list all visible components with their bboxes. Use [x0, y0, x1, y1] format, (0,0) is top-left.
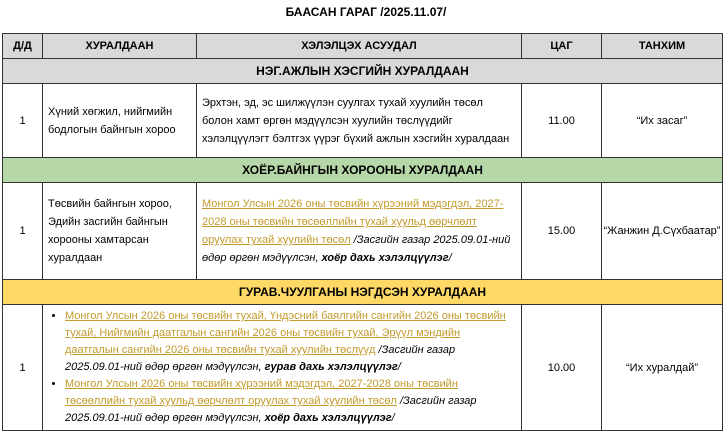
issue-note: /Засгийн газар 2025.09.01-ний өдөр өргөн мэдүүлсэн,: [65, 344, 456, 373]
table-header-row: [3, 34, 723, 59]
issue-note: /Засгийн газар 2025.09.01-ний өдөр өргөн мэдүүлсэн,: [202, 234, 511, 264]
row-meeting: Төсвийн байнгын хороо, Эдийн засгийн байнгын хорооны хамтарсан хуралдаан: [43, 183, 197, 280]
issue-link[interactable]: Монгол Улсын 2026 оны төсвийн хүрээний мэдэгдэл, 2027-2028 оны төсвийн төсөөллийн тухай хуульд өөрчлөлт оруулах тухай хуулийн төсөл: [65, 378, 458, 407]
row-time: 15.00: [522, 183, 602, 280]
issue-note-end: /: [448, 252, 452, 264]
issue-note: /Засгийн газар 2025.09.01-ний өдөр өргөн мэдүүлсэн,: [65, 395, 477, 424]
row-number: 1: [3, 305, 43, 431]
issue-link[interactable]: Монгол Улсын 2026 оны төсвийн тухай, Үндэсний баялгийн сангийн 2026 оны төсвийн тухай, Нийгмийн даатгалын сангийн 2026 оны төсвийн тухай, Эрүүл мэндийн даатгалын сангийн 2026 оны төсвийн тухай хуулийн төслүүд: [65, 310, 506, 356]
row-room: “Жанжин Д.Сүхбаатар”: [602, 183, 723, 280]
section-title: НЭГ.АЖЛЫН ХЭСГИЙН ХУРАЛДААН: [3, 59, 723, 84]
section-heading-working-group: [3, 59, 723, 84]
issue-note-end: /: [391, 412, 395, 424]
row-room: “Их хуралдай”: [602, 305, 723, 431]
table-row: [3, 84, 723, 158]
section-heading-standing-committee: [3, 158, 723, 183]
section-heading-plenary-session: [3, 280, 723, 305]
row-room: “Их засаг”: [602, 84, 723, 158]
header-room: ТАНХИМ: [602, 34, 723, 59]
table-row: [3, 305, 723, 431]
header-number: Д/Д: [3, 34, 43, 59]
issue-reading: гурав дахь хэлэлцүүлэг: [264, 361, 398, 373]
issue-reading: хоёр дахь хэлэлцүүлэг: [264, 412, 392, 424]
page-title: БААСАН ГАРАГ /2025.11.07/: [285, 5, 447, 19]
issue-note-end: /: [397, 361, 401, 373]
row-number: 1: [3, 183, 43, 280]
issue-reading: хоёр дахь хэлэлцүүлэг: [321, 252, 449, 264]
row-issue: [197, 183, 522, 280]
issue-list: [48, 308, 516, 427]
row-meeting: Хүний хөгжил, нийгмийн бодлогын байнгын хороо: [43, 84, 197, 158]
row-time: 10.00: [522, 305, 602, 431]
table-row: [3, 183, 723, 280]
header-issue: ХЭЛЭЛЦЭХ АСУУДАЛ: [197, 34, 522, 59]
row-issue-list: [43, 305, 522, 431]
row-issue: Эрхтэн, эд, эс шилжүүлэн суулгах тухай хуулийн төсөл болон хамт өргөн мэдүүлсэн хуулийн төслүүдийг хэлэлцүүлэгт бэлтгэх үүрэг бүхий ажлын хэсгийн хуралдаан: [197, 84, 522, 158]
section-title: ХОЁР.БАЙНГЫН ХОРООНЫ ХУРАЛДААН: [3, 158, 723, 183]
list-item: [65, 308, 516, 376]
row-number: 1: [3, 84, 43, 158]
row-time: 11.00: [522, 84, 602, 158]
header-meeting: ХУРАЛДААН: [43, 34, 197, 59]
header-time: ЦАГ: [522, 34, 602, 59]
section-title: ГУРАВ.ЧУУЛГАНЫ НЭГДСЭН ХУРАЛДААН: [3, 280, 723, 305]
schedule-table: [2, 33, 723, 431]
issue-link[interactable]: Монгол Улсын 2026 оны төсвийн хүрээний мэдэгдэл, 2027-2028 оны төсвийн төсөөллийн тухай хуульд өөрчлөлт оруулах тухай хуулийн төсөл: [202, 198, 504, 246]
list-item: [65, 376, 516, 427]
